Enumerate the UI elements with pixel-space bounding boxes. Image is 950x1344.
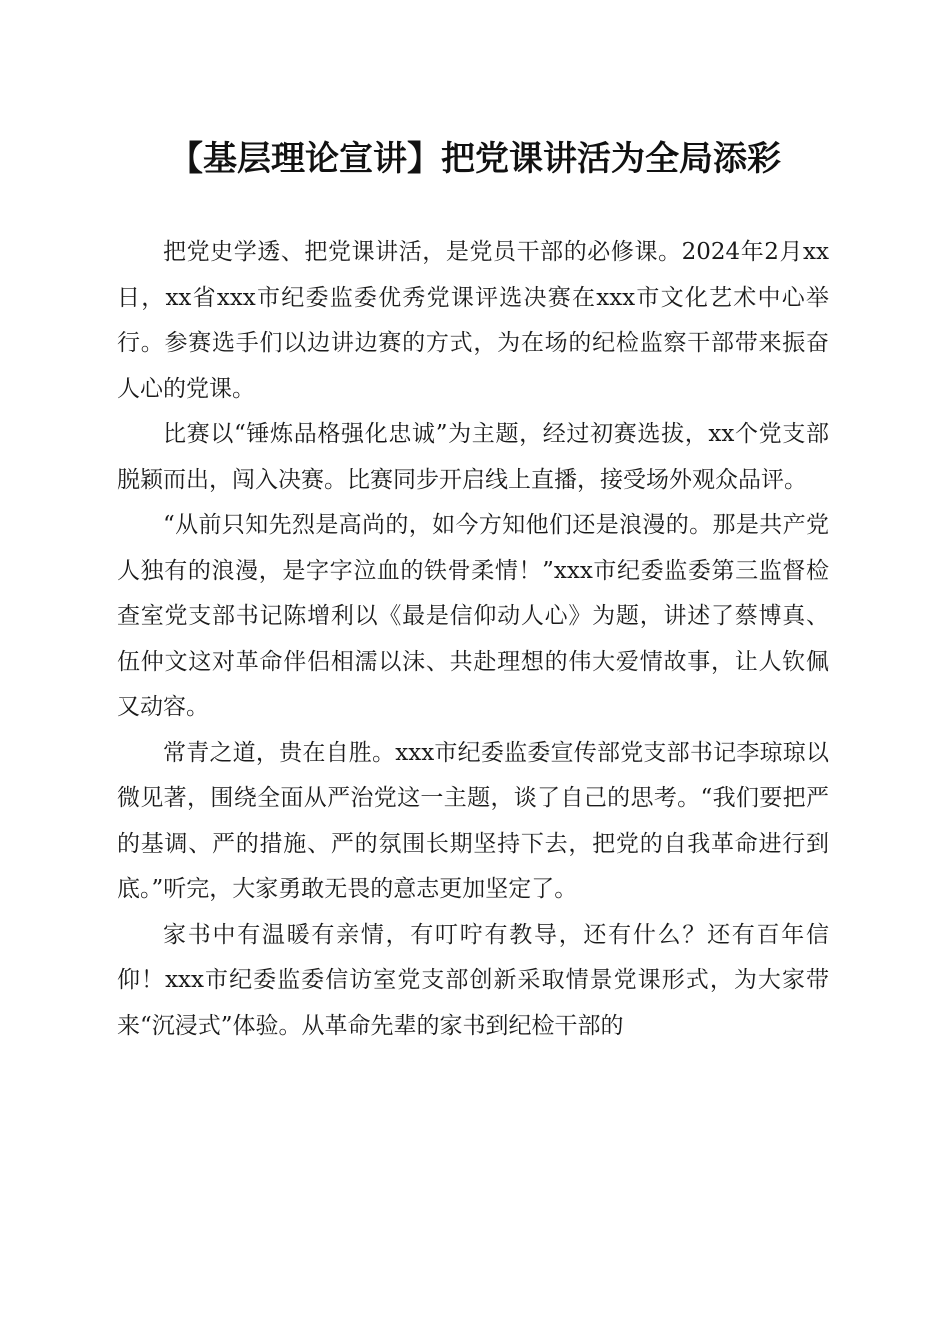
paragraph-1: 把党史学透、把党课讲活，是党员干部的必修课。2024年2月xx日，xx省xxx市纪委监委优秀党课评选决赛在xxx市文化艺术中心举行。参赛选手们以边讲边赛的方式，为在场的纪检监察干部带来振奋人心的党课。 [117,239,829,402]
paragraph-4: 常青之道，贵在自胜。xxx市纪委监委宣传部党支部书记李琼琼以微见著，围绕全面从严治党这一主题，谈了自己的思考。“我们要把严的基调、严的措施、严的氛围长期坚持下去，把党的自我革命进行到底。”听完，大家勇敢无畏的意志更加坚定了。 [117,739,829,902]
paragraph-2: 比赛以“锤炼品格强化忠诚”为主题，经过初赛选拔，xx个党支部脱颖而出，闯入决赛。比赛同步开启线上直播，接受场外观众品评。 [117,421,829,493]
document-body [117,230,829,1049]
document-title: 【基层理论宣讲】把党课讲活为全局添彩 [169,139,781,179]
paragraph-3: “从前只知先烈是高尚的，如今方知他们还是浪漫的。那是共产党人独有的浪漫，是字字泣血的铁骨柔情！”xxx市纪委监委第三监督检查室党支部书记陈增利以《最是信仰动人心》为题，讲述了蔡博真、伍仲文这对革命伴侣相濡以沫、共赴理想的伟大爱情故事，让人钦佩又动容。 [117,512,829,720]
paragraph-5: 家书中有温暖有亲情，有叮咛有教导，还有什么？还有百年信仰！xxx市纪委监委信访室党支部创新采取情景党课形式，为大家带来“沉浸式”体验。从革命先辈的家书到纪检干部的 [117,921,829,1039]
